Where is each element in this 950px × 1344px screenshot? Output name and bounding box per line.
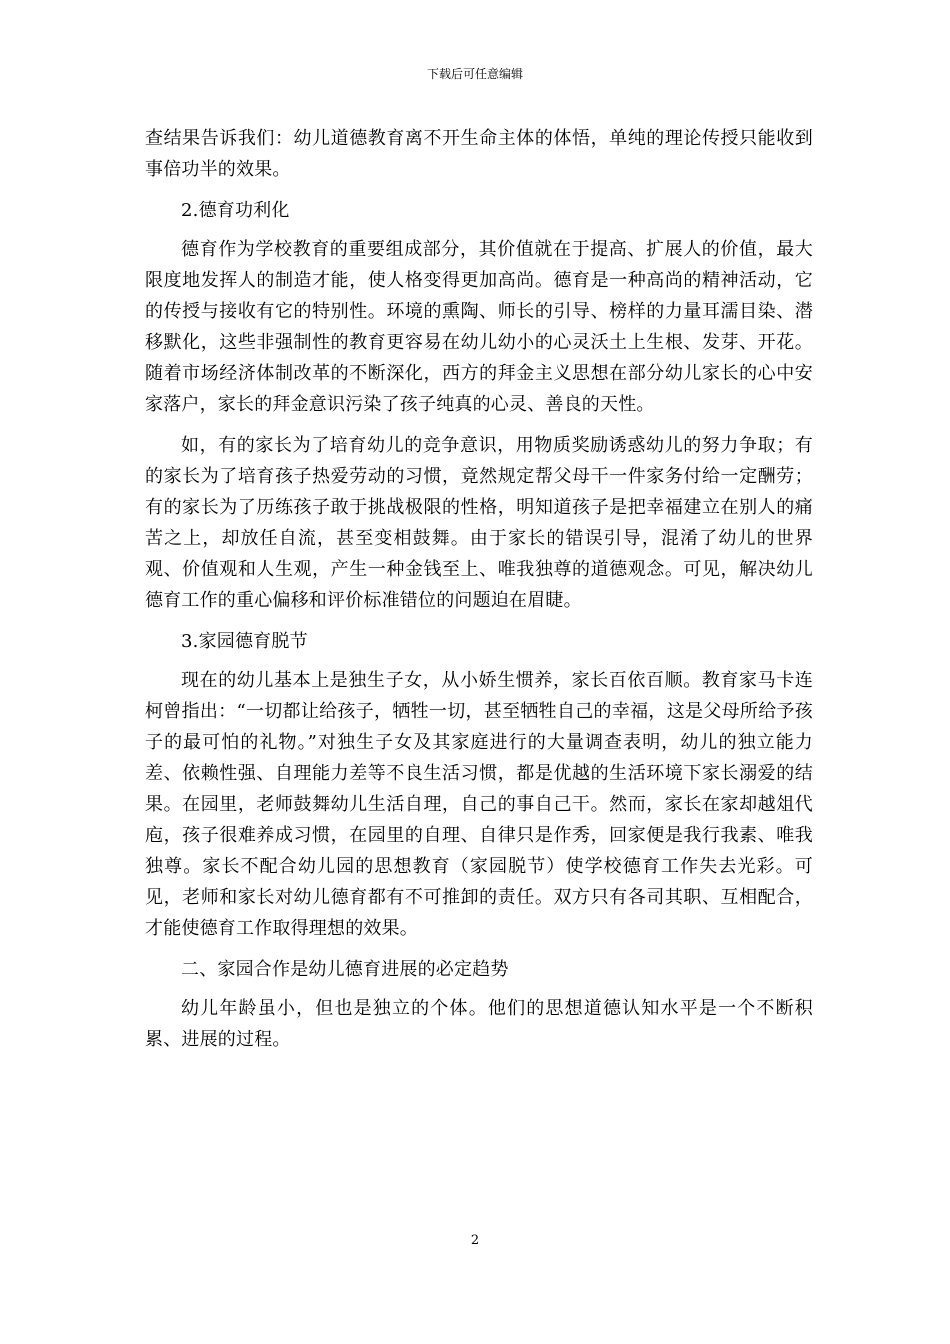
- paragraph: 德育作为学校教育的重要组成部分，其价值就在于提高、扩展人的价值，最大限度地发挥人的制造才能，使人格变得更加高尚。德育是一种高尚的精神活动，它的传授与接收有它的特别性。环境的熏陶、师长的引导、榜样的力量耳濡目染、潜移默化，这些非强制性的教育更容易在幼儿幼小的心灵沃土上生根、发芽、开花。随着市场经济体制改革的不断深化，西方的拜金主义思想在部分幼儿家长的心中安家落户，家长的拜金意识污染了孩子纯真的心灵、善良的天性。: [145, 239, 813, 415]
- paragraph: 幼儿年龄虽小，但也是独立的个体。他们的思想道德认知水平是一个不断积累、进展的过程。: [145, 998, 813, 1050]
- document-body: [145, 123, 813, 1065]
- paragraph-continuation: 查结果告诉我们：幼儿道德教育离不开生命主体的体悟，单纯的理论传授只能收到事倍功半的效果。: [145, 128, 813, 180]
- paragraph: 如，有的家长为了培育幼儿的竞争意识，用物质奖励诱惑幼儿的努力争取；有的家长为了培育孩子热爱劳动的习惯，竟然规定帮父母干一件家务付给一定酬劳；有的家长为了历练孩子敢于挑战极限的性格，明知道孩子是把幸福建立在别人的痛苦之上，却放任自流，甚至变相鼓舞。由于家长的错误引导，混淆了幼儿的世界观、价值观和人生观，产生一种金钱至上、唯我独尊的道德观念。可见，解决幼儿德育工作的重心偏移和评价标准错位的问题迫在眉睫。: [145, 435, 813, 611]
- section-heading-part-2: 二、家园合作是幼儿德育进展的必定趋势: [181, 959, 509, 980]
- page-header: 下载后可任意编辑: [426, 67, 523, 81]
- paragraph: 现在的幼儿基本上是独生子女，从小娇生惯养，家长百依百顺。教育家马卡连柯曾指出：“一切都让给孩子，牺牲一切，甚至牺牲自己的幸福，这是父母所给予孩子的最可怕的礼物。”对独生子女及其家庭进行的大量调查表明，幼儿的独立能力差、依赖性强、自理能力差等不良生活习惯，都是优越的生活环境下家长溺爱的结果。在园里，老师鼓舞幼儿生活自理，自己的事自己干。然而，家长在家却越俎代庖，孩子很难养成习惯，在园里的自理、自律只是作秀，回家便是我行我素、唯我独尊。家长不配合幼儿园的思想教育（家园脱节）使学校德育工作失去光彩。可见，老师和家长对幼儿德育都有不可推卸的责任。双方只有各司其职、互相配合，才能使德育工作取得理想的效果。: [145, 670, 813, 939]
- section-heading-2: 2.德育功利化: [181, 200, 290, 221]
- page-number: 2: [470, 1233, 480, 1248]
- section-heading-3: 3.家园德育脱节: [181, 631, 308, 652]
